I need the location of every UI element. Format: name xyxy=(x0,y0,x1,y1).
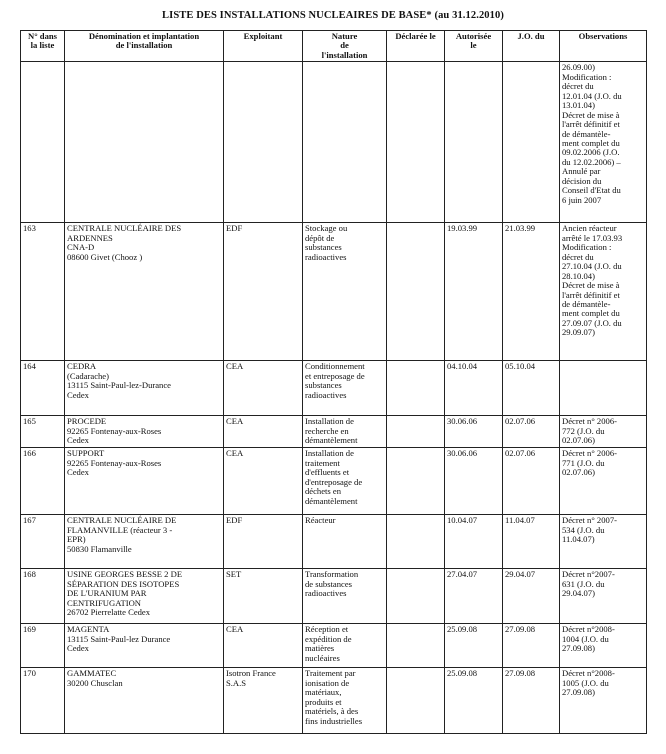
cell-nature: Installation de recherche en démantèlement xyxy=(303,416,387,448)
cell-declaree xyxy=(387,624,445,668)
cell-jo: 29.04.07 xyxy=(503,569,560,624)
cell-declaree xyxy=(387,416,445,448)
cell-exploitant: CEA xyxy=(224,624,303,668)
cell-declaree xyxy=(387,569,445,624)
cell-jo: 02.07.06 xyxy=(503,416,560,448)
cell-num: 164 xyxy=(21,361,65,416)
cell-nature: Traitement par ionisation de matériaux, produits et matériels, à des fins industrielles xyxy=(303,668,387,734)
table-row xyxy=(21,515,647,569)
installations-table xyxy=(20,30,647,734)
cell-autorisee: 25.09.08 xyxy=(445,624,503,668)
cell-nature: Réception et expédition de matières nucléaires xyxy=(303,624,387,668)
cell-nature xyxy=(303,62,387,223)
table-row xyxy=(21,448,647,515)
cell-num: 170 xyxy=(21,668,65,734)
cell-nature: Stockage ou dépôt de substances radioactives xyxy=(303,223,387,361)
table-row xyxy=(21,62,647,223)
table-row xyxy=(21,223,647,361)
cell-name: CENTRALE NUCLÉAIRE DES ARDENNES CNA-D 08600 Givet (Chooz ) xyxy=(65,223,224,361)
cell-exploitant: CEA xyxy=(224,361,303,416)
cell-name xyxy=(65,62,224,223)
cell-num: 163 xyxy=(21,223,65,361)
cell-jo: 05.10.04 xyxy=(503,361,560,416)
cell-nature: Conditionnement et entreposage de substances radioactives xyxy=(303,361,387,416)
table-row xyxy=(21,668,647,734)
cell-declaree xyxy=(387,515,445,569)
cell-num: 166 xyxy=(21,448,65,515)
cell-autorisee: 04.10.04 xyxy=(445,361,503,416)
cell-declaree xyxy=(387,668,445,734)
cell-name: USINE GEORGES BESSE 2 DE SÉPARATION DES ISOTOPES DE L'URANIUM PAR CENTRIFUGATION 26702 Pierrelatte Cedex xyxy=(65,569,224,624)
header-nature: Nature de l'installation xyxy=(303,31,387,62)
table-row xyxy=(21,361,647,416)
cell-name: PROCEDE 92265 Fontenay-aux-Roses Cedex xyxy=(65,416,224,448)
cell-exploitant: EDF xyxy=(224,223,303,361)
cell-declaree xyxy=(387,361,445,416)
cell-autorisee: 30.06.06 xyxy=(445,416,503,448)
cell-observations: Décret n°2008- 1005 (J.O. du 27.09.08) xyxy=(560,668,647,734)
cell-declaree xyxy=(387,62,445,223)
header-jo: J.O. du xyxy=(503,31,560,62)
cell-exploitant: CEA xyxy=(224,448,303,515)
cell-autorisee xyxy=(445,62,503,223)
cell-nature: Installation de traitement d'effluents et d'entreposage de déchets en démantèlement xyxy=(303,448,387,515)
cell-exploitant: EDF xyxy=(224,515,303,569)
cell-name: MAGENTA 13115 Saint-Paul-lez Durance Cedex xyxy=(65,624,224,668)
cell-declaree xyxy=(387,223,445,361)
cell-name: CEDRA (Cadarache) 13115 Saint-Paul-lez-Durance Cedex xyxy=(65,361,224,416)
cell-declaree xyxy=(387,448,445,515)
table-row xyxy=(21,624,647,668)
cell-observations: Décret n°2007- 631 (J.O. du 29.04.07) xyxy=(560,569,647,624)
cell-observations: Décret n° 2007- 534 (J.O. du 11.04.07) xyxy=(560,515,647,569)
table-header-row xyxy=(21,31,647,62)
cell-observations: Décret n°2008- 1004 (J.O. du 27.09.08) xyxy=(560,624,647,668)
document-title: LISTE DES INSTALLATIONS NUCLEAIRES DE BASE* (au 31.12.2010) xyxy=(162,10,504,21)
table-row xyxy=(21,569,647,624)
header-name: Dénomination et implantation de l'installation xyxy=(65,31,224,62)
cell-exploitant xyxy=(224,62,303,223)
cell-jo: 02.07.06 xyxy=(503,448,560,515)
cell-name: CENTRALE NUCLÉAIRE DE FLAMANVILLE (réacteur 3 - EPR) 50830 Flamanville xyxy=(65,515,224,569)
cell-jo: 21.03.99 xyxy=(503,223,560,361)
header-declaree: Déclarée le xyxy=(387,31,445,62)
cell-autorisee: 30.06.06 xyxy=(445,448,503,515)
header-exploitant: Exploitant xyxy=(224,31,303,62)
cell-autorisee: 27.04.07 xyxy=(445,569,503,624)
cell-num: 167 xyxy=(21,515,65,569)
cell-observations: Décret n° 2006- 771 (J.O. du 02.07.06) xyxy=(560,448,647,515)
cell-autorisee: 25.09.08 xyxy=(445,668,503,734)
header-autorisee: Autorisée le xyxy=(445,31,503,62)
cell-name: SUPPORT 92265 Fontenay-aux-Roses Cedex xyxy=(65,448,224,515)
cell-jo: 11.04.07 xyxy=(503,515,560,569)
cell-autorisee: 19.03.99 xyxy=(445,223,503,361)
cell-jo xyxy=(503,62,560,223)
header-observations: Observations xyxy=(560,31,647,62)
cell-observations: Décret n° 2006- 772 (J.O. du 02.07.06) xyxy=(560,416,647,448)
cell-num: 169 xyxy=(21,624,65,668)
cell-autorisee: 10.04.07 xyxy=(445,515,503,569)
cell-num xyxy=(21,62,65,223)
cell-num: 168 xyxy=(21,569,65,624)
table-row xyxy=(21,416,647,448)
header-num: N° dans la liste xyxy=(21,31,65,62)
cell-jo: 27.09.08 xyxy=(503,624,560,668)
cell-name: GAMMATEC 30200 Chusclan xyxy=(65,668,224,734)
cell-nature: Réacteur xyxy=(303,515,387,569)
cell-exploitant: CEA xyxy=(224,416,303,448)
cell-observations xyxy=(560,361,647,416)
cell-exploitant: SET xyxy=(224,569,303,624)
cell-nature: Transformation de substances radioactives xyxy=(303,569,387,624)
cell-exploitant: Isotron France S.A.S xyxy=(224,668,303,734)
cell-observations: 26.09.00) Modification : décret du 12.01.04 (J.O. du 13.01.04) Décret de mise à l'arrêt définitif et de démantèle- ment complet du 09.02.2006 (J.O. du 12.02.2006) – Annulé par décision du Conseil d'Etat du 6 juin 2007 xyxy=(560,62,647,223)
cell-num: 165 xyxy=(21,416,65,448)
cell-observations: Ancien réacteur arrêté le 17.03.93 Modification : décret du 27.10.04 (J.O. du 28.10.04) Décret de mise à l'arrêt définitif et de démantèle- ment complet du 27.09.07 (J.O. du 29.09.07) xyxy=(560,223,647,361)
cell-jo: 27.09.08 xyxy=(503,668,560,734)
